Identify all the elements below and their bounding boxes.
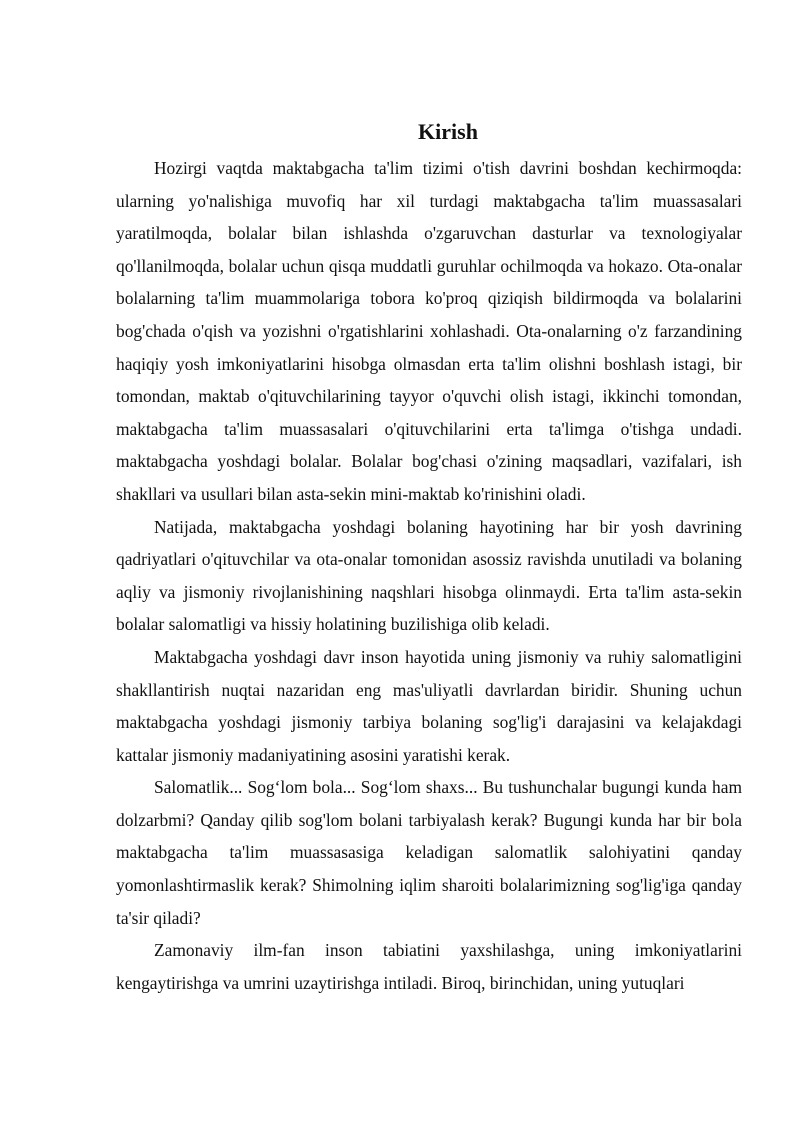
paragraph-3: Maktabgacha yoshdagi davr inson hayotida uning jismoniy va ruhiy salomatligini shakllantirish nuqtai nazaridan eng mas'uliyatli davrlardan biridir. Shuning uchun maktabgacha yoshdagi jismoniy tarbiya bolaning sog'lig'i darajasini va kelajakdagi kattalar jismoniy madaniyatining asosini yaratishi kerak. — [116, 646, 742, 765]
paragraph-1: Hozirgi vaqtda maktabgacha ta'lim tizimi o'tish davrini boshdan kechirmoqda: ularning yo'nalishiga muvofiq har xil turdagi maktabgacha ta'lim muassasalari yaratilmoqda, bolalar bilan ishlashda o'zgaruvchan dasturlar va texnologiyalar qo'llanilmoqda, bolalar uchun qisqa muddatli guruhlar ochilmoqda va hokazo. Ota-onalar bolalarning ta'lim muammolariga tobora ko'proq qiziqish bildirmoqda va bolalarini bog'chada o'qish va yozishni o'rgatishlarini xohlashadi. Ota-onalarning o'z farzandining haqiqiy yosh imkoniyatlarini hisobga olmasdan erta ta'lim olishni boshlash istagi, bir tomondan, maktab o'qituvchilarining tayyor o'quvchi olish istagi, ikkinchi tomondan, maktabgacha ta'lim muassasalari o'qituvchilarini erta ta'limga o'tishga undadi. maktabgacha yoshdagi bolalar. Bolalar bog'chasi o'zining maqsadlari, vazifalari, ish shakllari va usullari bilan asta-sekin mini-maktab ko'rinishini oladi. — [116, 158, 742, 504]
document-page — [116, 112, 742, 999]
paragraph-2: Natijada, maktabgacha yoshdagi bolaning hayotining har bir yosh davrining qadriyatlari o'qituvchilar va ota-onalar tomonidan asossiz ravishda unutiladi va bolaning aqliy va jismoniy rivojlanishining naqshlari hisobga olinmaydi. Erta ta'lim asta-sekin bolalar salomatligi va hissiy holatining buzilishiga olib keladi. — [116, 516, 742, 635]
paragraph-5: Zamonaviy ilm-fan inson tabiatini yaxshilashga, uning imkoniyatlarini kengaytirishga va umrini uzaytirishga intiladi. Biroq, birinchidan, uning yutuqlari — [116, 940, 742, 993]
page-title: Kirish — [418, 119, 478, 144]
paragraph-4: Salomatlik... Sog‘lom bola... Sog‘lom shaxs... Bu tushunchalar bugungi kunda ham dolzarbmi? Qanday qilib sog'lom bolani tarbiyalash kerak? Bugungi kunda har bir bola maktabgacha ta'lim muassasasiga keladigan salomatlik salohiyatini qanday yomonlashtirmaslik kerak? Shimolning iqlim sharoiti bolalarimizning sog'lig'iga qanday ta'sir qiladi? — [116, 777, 742, 928]
